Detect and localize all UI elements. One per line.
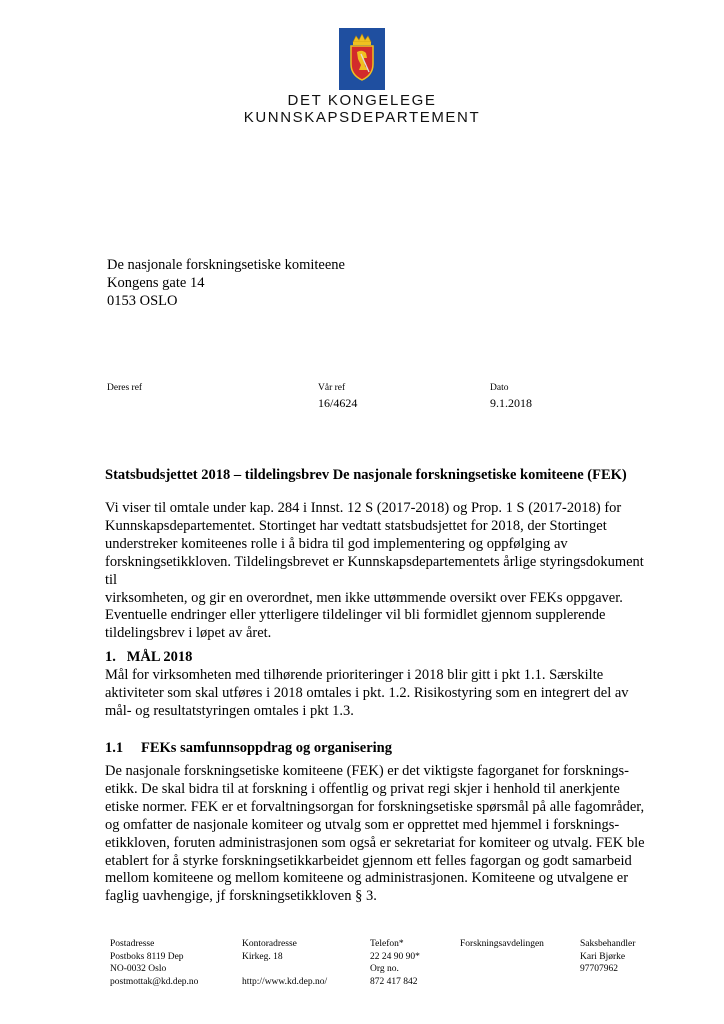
footer-website-link[interactable]: http://www.kd.dep.no/ [242, 976, 328, 987]
section-1-1-heading [105, 740, 392, 757]
letterhead-logo [0, 28, 724, 95]
department-name-line1: DET KONGELEGE [287, 92, 437, 109]
recipient-postal: 0153 OSLO [107, 293, 178, 309]
recipient-street: Kongens gate 14 [107, 275, 205, 291]
footer-saksbehandler-phone: 97707962 [580, 964, 618, 974]
section-1-1-number: 1.1 [105, 740, 124, 756]
dato-value: 9.1.2018 [490, 396, 532, 410]
footer-orgno-label: Org no. [370, 964, 399, 974]
footer-postadresse-city: NO-0032 Oslo [110, 964, 167, 974]
section-1-1-paragraph: De nasjonale forskningsetiske komiteene (FEK) er det viktigste fagorganet for forsknings- etikk. De skal bidra til at forskning i offentlig og privat regi skjer i henhold til anerkjente etiske normer. FEK er et forvaltningsorgan for forskningsetiske spørsmål på alle fagområder, og omfatter de nasjonale komiteer og utvalg som er opprettet med hjemmel i forsknings- etikkloven, foruten administrasjonen som også er sekretariat for komiteer og utvalg. FEK ble etablert for å styrke forskningsetikkarbeidet gjennom ett felles fagorgan og godt samarbeid mellom komiteene og mellom komiteene og administrasjonen. Komiteene og utvalgene er faglig uavhengige, jf forskningsetikkloven § 3. [105, 763, 645, 905]
footer-avdeling [460, 938, 544, 951]
section-1-1-title: FEKs samfunnsoppdrag og organisering [141, 740, 392, 756]
footer-saksbehandler-label: Saksbehandler [580, 939, 636, 949]
footer-kontoradresse-label: Kontoradresse [242, 939, 297, 949]
recipient-name: De nasjonale forskningsetiske komiteene [107, 257, 345, 273]
intro-paragraph: Vi viser til omtale under kap. 284 i Innst. 12 S (2017-2018) og Prop. 1 S (2017-2018) for Kunnskapsdepartementet. Stortinget har vedtatt statsbudsjettet for 2018, der Stortinget understreker komiteenes rolle i å bidra til god implementering og oppfølging av forskningsetikkloven. Tildelingsbrevet er Kunnskapsdepartementets årlige styringsdokument til virksomheten, og gir en overordnet, men ikke uttømmende oversikt over FEKs oppgaver. Eventuelle endringer eller ytterligere tildelinger vil bli formidlet gjennom supplerende tildelingsbrev i løpet av året. [105, 500, 644, 642]
footer-telefon [370, 938, 420, 988]
footer-postadresse-label: Postadresse [110, 939, 155, 949]
footer-kontoradresse [242, 938, 327, 988]
coat-of-arms-icon [339, 28, 385, 90]
footer-telefon-label: Telefon* [370, 939, 404, 949]
footer-saksbehandler [580, 938, 635, 976]
deres-ref-label: Deres ref [107, 383, 143, 393]
dato-label: Dato [490, 383, 509, 393]
var-ref-label: Vår ref [318, 383, 346, 393]
footer-saksbehandler-name: Kari Bjørke [580, 951, 626, 962]
footer-postadresse-box: Postboks 8119 Dep [110, 951, 184, 962]
footer-avdeling-name: Forskningsavdelingen [460, 939, 544, 949]
footer-postadresse [110, 938, 198, 988]
footer-kontoradresse-blank [242, 963, 327, 976]
footer-telefon-number: 22 24 90 90* [370, 951, 420, 962]
footer-kontoradresse-street: Kirkeg. 18 [242, 951, 283, 962]
letter-title: Statsbudsjettet 2018 – tildelingsbrev De nasjonale forskningsetiske komiteene (FEK) [105, 467, 627, 483]
var-ref-value: 16/4624 [318, 396, 358, 410]
section-1-paragraph: Mål for virksomheten med tilhørende prioriteringer i 2018 blir gitt i pkt 1.1. Særskilte aktiviteter som skal utføres i 2018 omtales i pkt. 1.2. Risikostyring som en integrert del av mål- og resultatstyringen omtales i pkt 1.3. [105, 667, 629, 719]
footer-orgno-value: 872 417 842 [370, 976, 418, 987]
section-1-heading: 1. MÅL 2018 [105, 649, 193, 665]
footer-email-link[interactable]: postmottak@kd.dep.no [110, 976, 199, 987]
department-name-line2: KUNNSKAPSDEPARTEMENT [243, 109, 481, 126]
